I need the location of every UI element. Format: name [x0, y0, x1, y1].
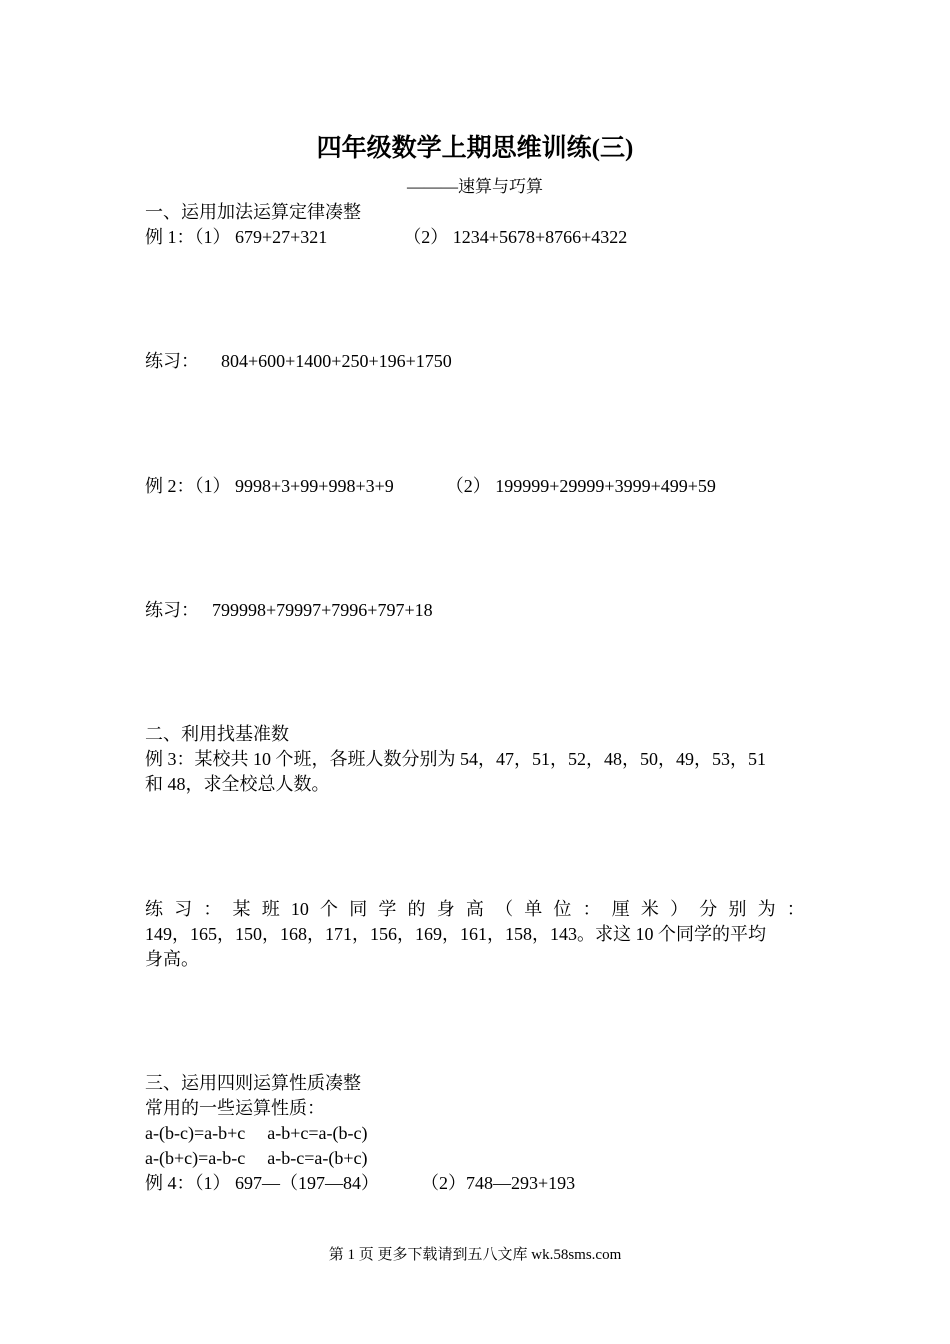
- practice3-token: 米: [640, 899, 659, 919]
- example1-part2: （2） 1234+5678+8766+4322: [403, 227, 628, 247]
- practice3-token: 位: [553, 899, 572, 919]
- practice2-label: 练习：: [145, 600, 199, 620]
- example2-part2: （2） 199999+29999+3999+499+59: [445, 476, 716, 496]
- practice3-token: 学: [378, 899, 397, 919]
- practice3-token: 同: [349, 899, 368, 919]
- practice3-token: 身: [436, 899, 455, 919]
- page-title: 四年级数学上期思维训练(三): [316, 135, 634, 162]
- practice3-token: 班: [261, 899, 280, 919]
- practice2-line: [145, 598, 433, 623]
- practice3-token: ）: [670, 899, 689, 919]
- practice3-token: ：: [203, 899, 222, 919]
- practice3-token: ：: [582, 899, 601, 919]
- practice3-token: 别: [728, 899, 747, 919]
- example3-line2: 和 48，求全校总人数。: [145, 774, 330, 794]
- practice3-token: 为: [757, 899, 776, 919]
- rule-line1: [145, 1121, 367, 1146]
- section3-intro: 常用的一些运算性质：: [145, 1098, 325, 1118]
- practice3-token: ：: [786, 899, 805, 919]
- rule2b: a-b-c=a-(b+c): [267, 1148, 368, 1168]
- example1-label: 例 1：: [145, 227, 195, 247]
- example4-label: 例 4：: [145, 1173, 195, 1193]
- example1-line: [145, 225, 627, 250]
- example4-part1: （1） 697—（197—84）: [194, 1173, 379, 1193]
- practice3-line2: 149，165，150，168，171，156，169，161，158，143。求这 10 个同学的平均: [145, 924, 766, 944]
- practice3-token: 高: [465, 899, 484, 919]
- example2-part1: （1） 9998+3+99+998+3+9: [194, 476, 394, 496]
- practice2-expression: 799998+79997+7996+797+18: [212, 600, 433, 620]
- section1-heading: 一、运用加法运算定律凑整: [145, 202, 361, 222]
- example4-line: [145, 1171, 575, 1196]
- practice3-token: （: [495, 899, 514, 919]
- page-footer: 第 1 页 更多下载请到五八文库 wk.58sms.com: [328, 1247, 622, 1263]
- example3-line1: 例 3：某校共 10 个班，各班人数分别为 54，47，51，52，48，50，49，53，51: [145, 749, 766, 769]
- section3-heading: 三、运用四则运算性质凑整: [145, 1073, 361, 1093]
- practice3-token: 厘: [611, 899, 630, 919]
- example2-label: 例 2：: [145, 476, 195, 496]
- section2-heading: 二、利用找基准数: [145, 724, 289, 744]
- practice1-line: [145, 349, 452, 374]
- rule1a: a-(b-c)=a-b+c: [145, 1123, 246, 1143]
- rule-line2: [145, 1146, 367, 1171]
- example4-part2: （2）748—293+193: [421, 1173, 576, 1193]
- rule1b: a-b+c=a-(b-c): [267, 1123, 368, 1143]
- practice3-token: 练: [145, 899, 163, 919]
- practice3-block: [145, 897, 805, 922]
- practice1-expression: 804+600+1400+250+196+1750: [221, 351, 452, 371]
- practice3-token: 的: [407, 899, 426, 919]
- example1-part1: （1） 679+27+321: [194, 227, 328, 247]
- practice3-token: 个: [320, 899, 339, 919]
- practice3-token: 单: [524, 899, 543, 919]
- practice3-line3: 身高。: [145, 949, 199, 969]
- rule2a: a-(b+c)=a-b-c: [145, 1148, 246, 1168]
- practice1-label: 练习：: [145, 351, 199, 371]
- practice3-token: 习: [174, 899, 193, 919]
- practice3-token: 分: [699, 899, 718, 919]
- page-subtitle: ———速算与巧算: [407, 177, 543, 196]
- practice3-token: 10: [290, 899, 309, 919]
- practice3-line1: [145, 897, 805, 922]
- practice3-token: 某: [232, 899, 251, 919]
- example2-line: [145, 474, 716, 499]
